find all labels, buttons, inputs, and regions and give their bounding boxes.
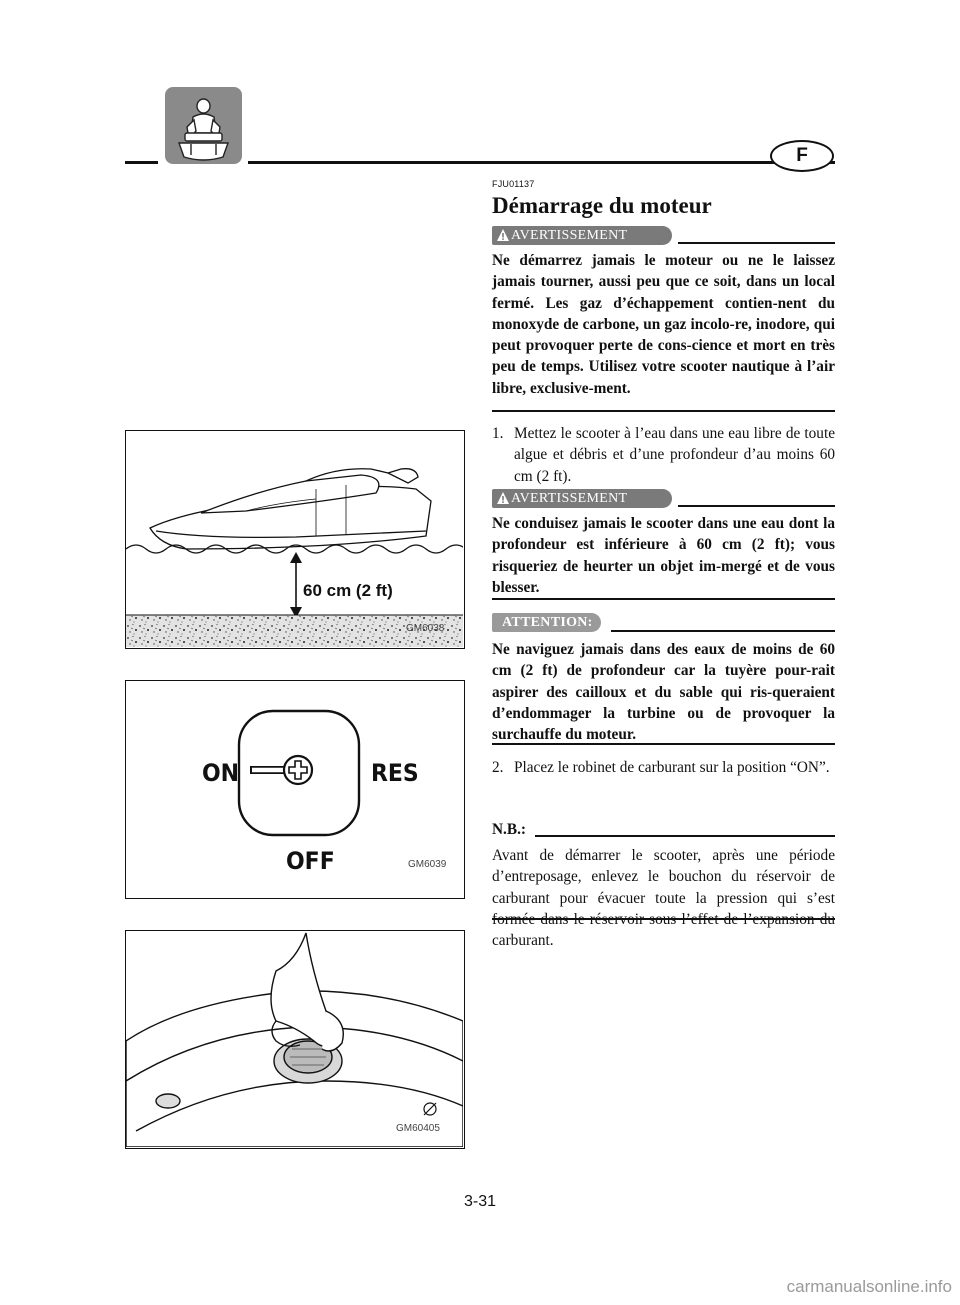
rider-icon [165,87,242,164]
header-rule-right [248,161,835,164]
jet-ski-illustration [150,469,431,549]
warning-rule-bottom [492,598,835,600]
warning-text: Ne conduisez jamais le scooter dans une eau dont la profondeur est inférieure à 60 cm (2 ft); vous risqueriez de heurter un objet im-mergé et de vous blesser. [492,515,835,596]
list-text: Mettez le scooter à l’eau dans une eau libre de toute algue et débris et d’une profondeur d’au moins 60 cm (2 ft). [514,425,835,485]
section-code: FJU01137 [492,179,535,189]
note-text: Avant de démarrer le scooter, après une période d’entreposage, enlevez le bouchon du réservoir de carburant pour évacuer toute la pression qui s’est carburant. [492,847,835,950]
warning-badge [492,489,672,508]
list-text: Placez le robinet de carburant sur la position “ON”. [514,759,830,776]
warning-rule-bottom [492,410,835,412]
watermark: carmanualsonline.info [786,1277,952,1296]
warning-icon [496,228,510,242]
warning-rule-top [678,242,835,244]
figure-fuel-cock [125,680,465,899]
figure-fuel-cap [125,930,465,1149]
attention-rule-bottom [492,743,835,745]
position-off: OFF [286,848,335,876]
warning-label: AVERTISSEMENT [511,491,628,506]
section-title: Démarrage du moteur [492,193,712,218]
depth-arrow [290,552,302,618]
list-item [492,757,835,801]
position-res: RES [371,760,419,788]
list-item [492,423,835,489]
attention-label: ATTENTION: [502,615,593,630]
note-label: N.B.: [492,821,526,838]
warning-rule-top [678,505,835,507]
language-mark: F [770,140,834,172]
figure-water-depth [125,430,465,649]
figure-code: GM6039 [408,859,447,870]
attention-badge [492,613,601,632]
depth-label: 60 cm (2 ft) [303,581,393,600]
figure-code: GM60405 [396,1123,440,1134]
page-number: 3-31 [463,1193,497,1210]
figure-code: GM6038 [406,623,445,634]
attention-rule-top [611,630,835,632]
fuel-cock-illustration [239,711,359,835]
note-rule-top [535,835,835,837]
header-rule-left [125,161,158,164]
attention-text: Ne naviguez jamais dans des eaux de moins de 60 cm (2 ft) de profondeur car la tuyère pour-rait aspirer des cailloux et du sable qui ris-queraient d’endommager la turbine ou de provoquer la surchauffe du moteur. [492,641,835,744]
list-number: 2. [492,759,504,776]
fuel-cap-illustration [126,933,463,1147]
warning-badge [492,226,672,245]
note-rule-bottom [492,918,835,920]
list-number: 1. [492,425,504,442]
warning-icon [496,491,510,505]
warning-label: AVERTISSEMENT [511,228,628,243]
warning-text: Ne démarrez jamais le moteur ou ne le laissez jamais tourner, aussi peu que ce soit, dans un local fermé. Les gaz d’échappement contien-nent du monoxyde de carbone, un gaz incolo-re, inodore, qui peut provoquer perte de cons-cience et mort en très peu de temps. Utilisez votre scooter nautique à l’air libre, exclusive-ment. [492,252,835,397]
position-on: ON [202,760,240,788]
